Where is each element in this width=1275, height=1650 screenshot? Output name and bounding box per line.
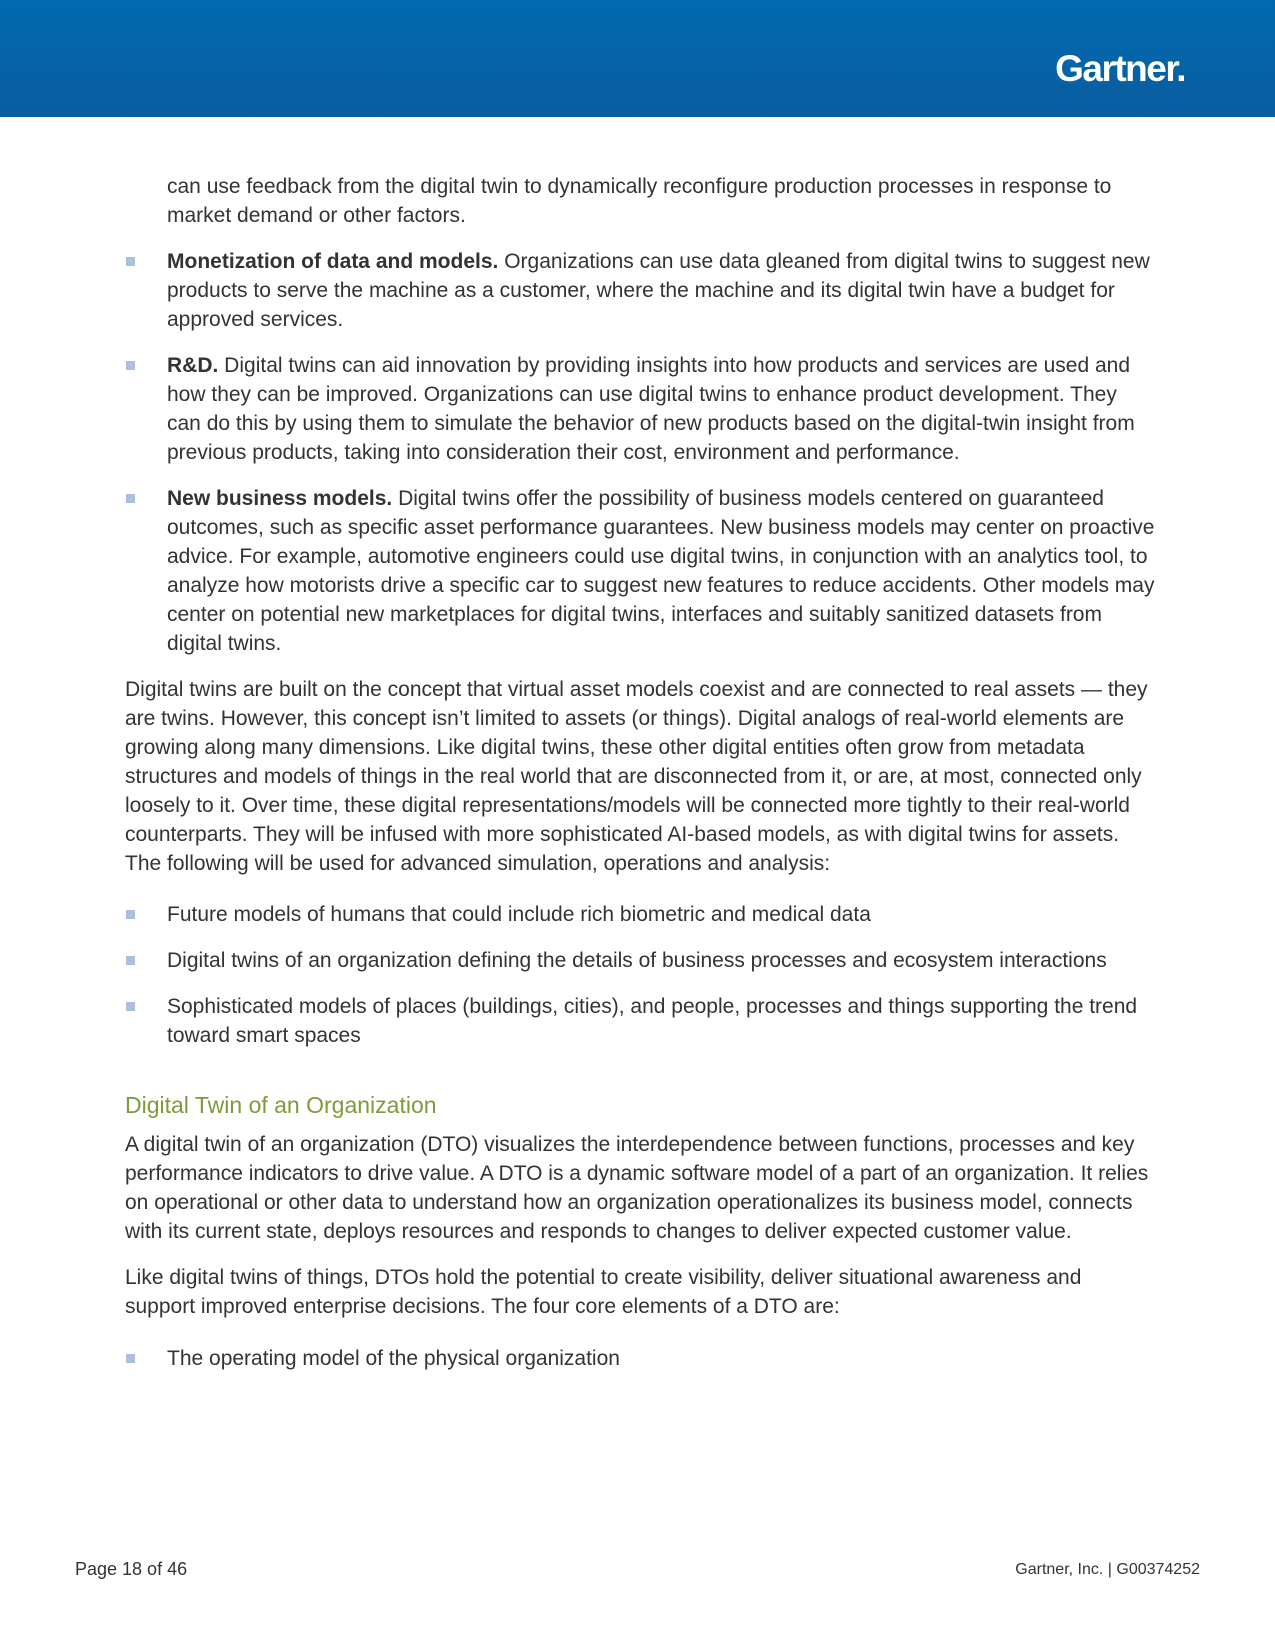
body-paragraph: Like digital twins of things, DTOs hold the potential to create visibility, deliver situational awareness and support improved enterprise decisions. The four core elements of a DTO are: [125,1266,1082,1318]
list-item [125,1344,1155,1373]
gartner-logo: Gartner. [1055,48,1185,89]
list-item [125,946,1155,975]
list-item [125,992,1155,1050]
square-bullet-icon [126,1354,135,1363]
square-bullet-icon [126,956,135,965]
list-item-lead: R&D. [167,354,219,377]
list-item-text: Organizations can use data gleaned from digital twins to suggest new products to serve the machine as a customer, where the machine and its digital twin have a budget for approved services. [167,250,1150,331]
list-item-text: Digital twins of an organization defining the details of business processes and ecosystem interactions [167,949,1107,972]
body-paragraph: A digital twin of an organization (DTO) visualizes the interdependence between functions, processes and key performance indicators to drive value. A DTO is a dynamic software model of a part of an organization. It relies on operational or other data to understand how an organization operationalizes its business model, connects with its current state, deploys resources and responds to changes to deliver expected customer value. [125,1133,1149,1243]
benefits-list [125,247,1155,658]
dto-elements-list [125,1344,1155,1373]
list-item-lead: Monetization of data and models. [167,250,499,273]
document-id: Gartner, Inc. | G00374252 [1015,1561,1200,1578]
list-item-text: The operating model of the physical organization [167,1347,620,1370]
square-bullet-icon [126,257,135,266]
list-item-new-business-models [125,484,1155,658]
simulation-list [125,900,1155,1050]
square-bullet-icon [126,1002,135,1011]
square-bullet-icon [126,910,135,919]
continued-bullet-text: can use feedback from the digital twin to dynamically reconfigure production processes in response to market demand or other factors. [167,175,1112,227]
list-item-text: Future models of humans that could include rich biometric and medical data [167,903,871,926]
list-item [125,900,1155,929]
page-number: Page 18 of 46 [75,1559,188,1579]
list-item-text: Digital twins can aid innovation by providing insights into how products and services are used and how they can be improved. Organizations can use digital twins to enhance product development. They can do this by using them to simulate the behavior of new products based on the digital-twin insight from previous products, taking into consideration their cost, environment and performance. [167,354,1135,464]
section-heading: Digital Twin of an Organization [125,1092,437,1118]
list-item-monetization [125,247,1155,334]
list-item-rnd [125,351,1155,467]
list-item-text: Sophisticated models of places (buildings, cities), and people, processes and things supporting the trend toward smart spaces [167,995,1138,1047]
list-item-lead: New business models. [167,487,393,510]
list-item-text: Digital twins offer the possibility of business models centered on guaranteed outcomes, such as specific asset performance guarantees. New business models may center on proactive advice. For example, automotive engineers could use digital twins, in conjunction with an analytics tool, to analyze how motorists drive a specific car to suggest new features to reduce accidents. Other models may center on potential new marketplaces for digital twins, interfaces and suitably sanitized datasets from digital twins. [167,487,1155,655]
document-body [125,172,1155,1390]
page-header [0,0,1275,117]
square-bullet-icon [126,361,135,370]
square-bullet-icon [126,494,135,503]
body-paragraph: Digital twins are built on the concept that virtual asset models coexist and are connected to real assets — they are twins. However, this concept isn’t limited to assets (or things). Digital analogs of real-world elements are growing along many dimensions. Like digital twins, these other digital entities often grow from metadata structures and models of things in the real world that are disconnected from it, or are, at most, connected only loosely to it. Over time, these digital representations/models will be connected more tightly to their real-world counterparts. They will be infused with more sophisticated AI-based models, as with digital twins for assets. The following will be used for advanced simulation, operations and analysis: [125,678,1148,875]
